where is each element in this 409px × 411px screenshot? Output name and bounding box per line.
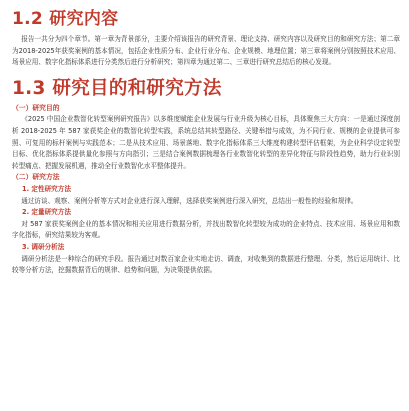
method-paragraph-quantitative: 对 587 家获奖案例企业的基本情况和相关应用进行数据分析，并找出数智化转型较为成功的企业特点、技术应用、场景应用和数字化指标，研究结果较为客观。	[12, 219, 400, 240]
method-label-survey: 3. 调研分析法	[22, 242, 65, 251]
subsection-heading-methods: （二）研究方法	[12, 173, 60, 182]
method-label-quantitative: 2. 定量研究方法	[22, 208, 71, 217]
method-paragraph-survey: 调研分析法是一种综合的研究手段。报告通过对数百家企业实地走访、调查，对收集到的数据进行整理、分类，然后运用统计、比较等分析方法，挖掘数据背后的规律、趋势和问题，为决策提供依据。	[12, 254, 400, 275]
method-paragraph-qualitative: 通过访谈、观察、案例分析等方式对企业进行深入理解，选择获奖案例进行深入研究，总结出一般性的经验和规律。	[21, 196, 358, 205]
research-purpose-paragraph: 《2025 中国企业数智化转型案例研究报告》以多维度赋能企业发展与行业升级为核心目标，具体聚焦三大方向：一是通过深度剖析 2018-2025 年 587 家获奖企业的数智化转型实践，系统总结其转型路径、关键举措与成效，为不同行业、规模的企业提供可参照、可复用的标杆案例与实践范本；二是从技术应用、场景落地、数字化指标体系三大维度构建转型评估框架，为企业科学设定转型目标、优化指标体系提供量化参照与方向指引；三是结合案例数据梳理各行业数智化转型的差异化特征与阶段性趋势，助力行业识别转型痛点、把握发展机遇，推动全行业数智化水平整体提升。	[12, 115, 400, 170]
document-page	[12, 8, 400, 277]
subsection-heading-purpose: （一）研究目的	[12, 103, 60, 112]
research-content-paragraph: 报告一共分为四个章节。第一章为背景部分，主要介绍该报告的研究背景、理论支持、研究内容以及研究目的和研究方法；第二章为2018-2025年获奖案例的基本情况，包括企业性质分布、企业行业分布、企业规模、地理位置；第三章将案例分别按照技术应用、场景应用、数字化指标体系进行分类然后进行分析研究；第四章为通过第二、三章进行研究总结后的核心发现。	[12, 35, 400, 67]
section-title-1-2: 1.2 研究内容	[12, 9, 119, 29]
section-title-1-3: 1.3 研究目的和研究方法	[12, 77, 222, 99]
method-label-qualitative: 1. 定性研究方法	[22, 184, 71, 193]
